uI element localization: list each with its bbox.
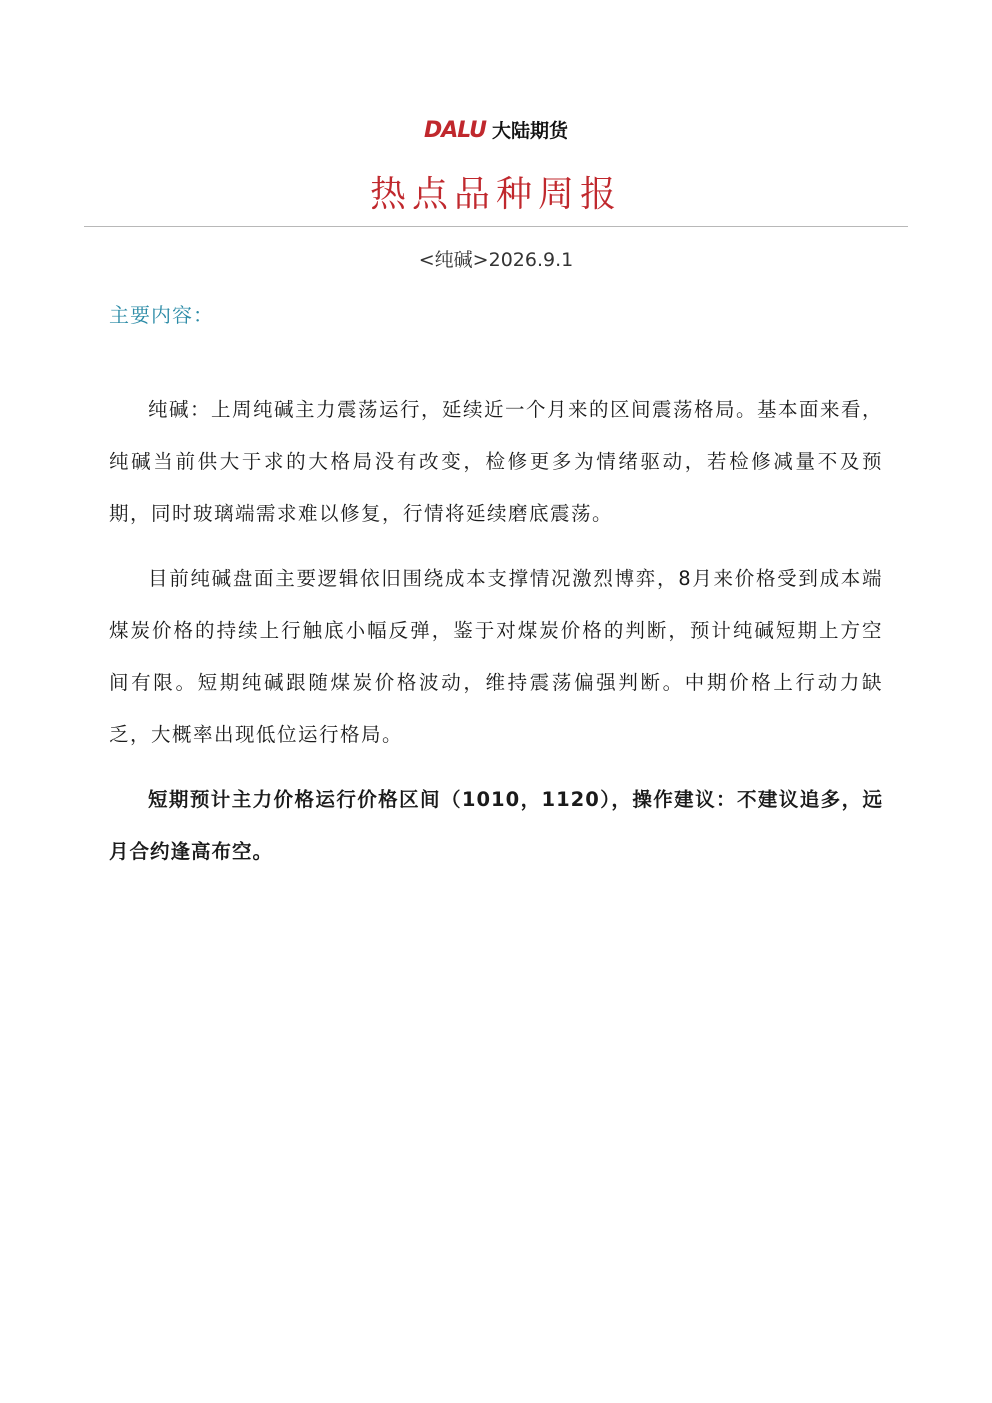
logo-mark: DALU <box>424 118 486 143</box>
report-title: 热点品种周报 <box>369 174 622 215</box>
section-heading: 主要内容： <box>109 303 214 327</box>
paragraph-overview: 纯碱：上周纯碱主力震荡运行，延续近一个月来的区间震荡格局。基本面来看，纯碱当前供大于求的大格局没有改变，检修更多为情绪驱动，若检修减量不及预期，同时玻璃端需求难以修复，行情将延续磨底震荡。 <box>109 398 884 525</box>
company-logo <box>0 118 992 144</box>
paragraph-recommendation: 短期预计主力价格运行价格区间（1010，1120），操作建议：不建议追多，远月合约逢高布空。 <box>109 788 883 863</box>
report-subtitle: <纯碱>2026.9.1 <box>418 249 574 271</box>
logo-company-name: 大陆期货 <box>491 120 568 142</box>
report-body <box>109 384 883 891</box>
paragraph-analysis: 目前纯碱盘面主要逻辑依旧围绕成本支撑情况激烈博弈，8月来价格受到成本端煤炭价格的持续上行触底小幅反弹，鉴于对煤炭价格的判断，预计纯碱短期上方空间有限。短期纯碱跟随煤炭价格波动，维持震荡偏强判断。中期价格上行动力缺乏，大概率出现低位运行格局。 <box>109 567 883 746</box>
title-divider <box>84 226 908 227</box>
